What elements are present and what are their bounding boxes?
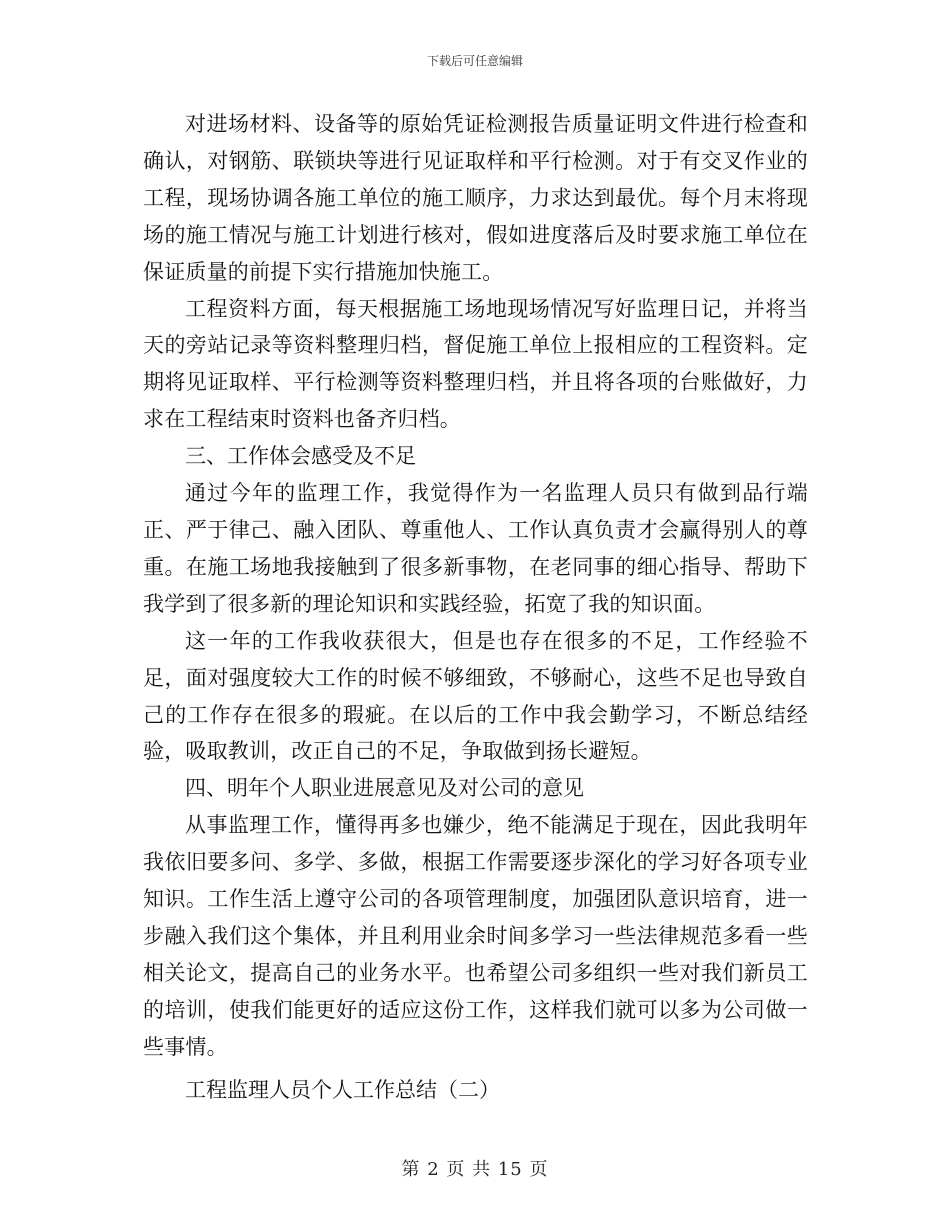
section-heading-experience: 三、工作体会感受及不足 <box>185 444 416 469</box>
paragraph-engineering-records: 工程资料方面，每天根据施工场地现场情况写好监理日记，并将当天的旁站记录等资料整理归档，督促施工单位上报相应的工程资料。定期将见证取样、平行检测等资料整理归档，并且将各项的台账做好，力求在工程结束时资料也备齐归档。 <box>143 296 808 432</box>
paragraph-next-year-plan: 从事监理工作，懂得再多也嫌少，绝不能满足于现在，因此我明年我依旧要多问、多学、多做，根据工作需要逐步深化的学习好各项专业知识。工作生活上遵守公司的各项管理制度，加强团队意识培育，进一步融入我们这个集体，并且利用业余时间多学习一些法律规范多看一些相关论文，提高自己的业务水平。也希望公司多组织一些对我们新员工的培训，使我们能更好的适应这份工作，这样我们就可以多为公司做一些事情。 <box>143 813 808 1059</box>
page-header: 下载后可任意编辑 <box>426 54 523 68</box>
paragraph-materials-inspection: 对进场材料、设备等的原始凭证检测报告质量证明文件进行检查和确认，对钢筋、联锁块等进行见证取样和平行检测。对于有交叉作业的工程，现场协调各施工单位的施工顺序，力求达到最优。每个月末将现场的施工情况与施工计划进行核对，假如进度落后及时要求施工单位在保证质量的前提下实行措施加快施工。 <box>143 112 808 284</box>
paragraph-shortcomings: 这一年的工作我收获很大，但是也存在很多的不足，工作经验不足，面对强度较大工作的时候不够细致，不够耐心，这些不足也导致自己的工作存在很多的瑕疵。在以后的工作中我会勤学习，不断总结经验，吸取教训，改正自己的不足，争取做到扬长避短。 <box>143 628 808 764</box>
page-number: 第 2 页 共 15 页 <box>401 1159 549 1180</box>
document-body <box>143 106 808 1108</box>
paragraph-experience: 通过今年的监理工作，我觉得作为一名监理人员只有做到品行端正、严于律己、融入团队、尊重他人、工作认真负责才会赢得别人的尊重。在施工场地我接触到了很多新事物，在老同事的细心指导、帮助下我学到了很多新的理论知识和实践经验，拓宽了我的知识面。 <box>143 481 808 616</box>
section-heading-next-year: 四、明年个人职业进展意见及对公司的意见 <box>185 776 584 801</box>
document-subtitle: 工程监理人员个人工作总结（二） <box>185 1077 500 1102</box>
